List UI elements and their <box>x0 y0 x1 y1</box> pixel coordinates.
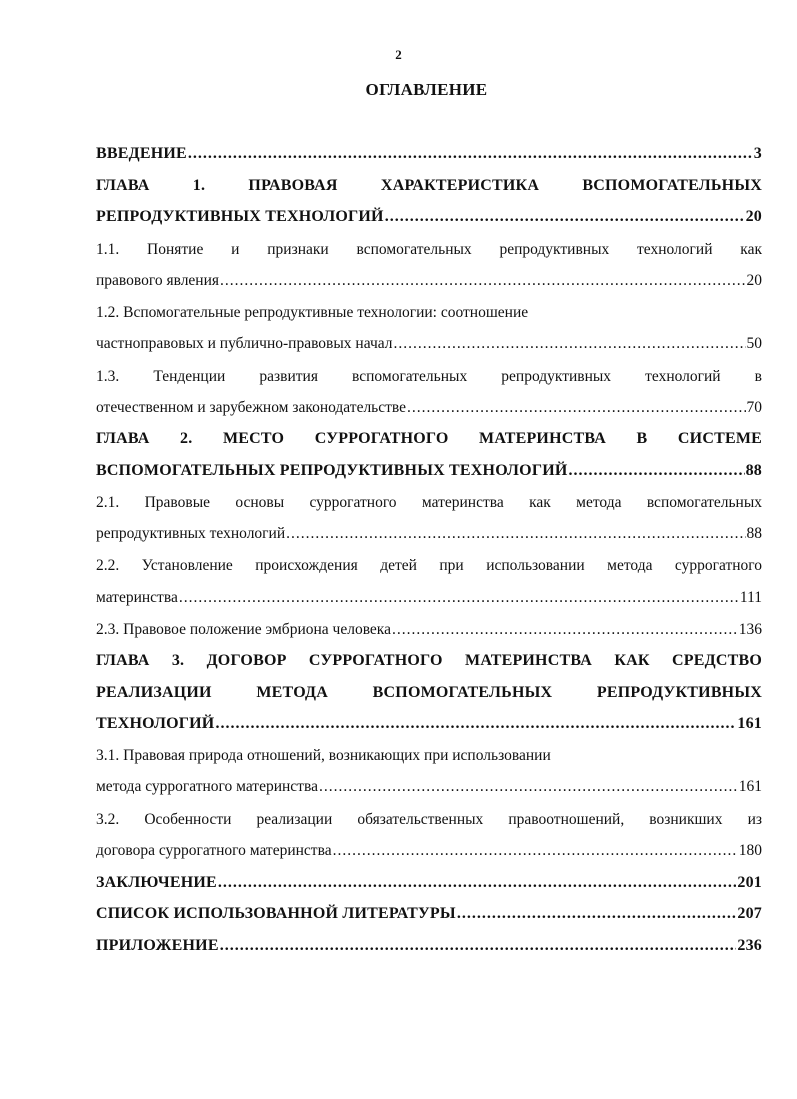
leader-dots <box>215 713 736 735</box>
toc-chapter-3-heading-line1: ГЛАВА 3. ДОГОВОР СУРРОГАТНОГО МАТЕРИНСТВА КАК СРЕДСТВО <box>96 652 762 669</box>
toc-section-1-2-line1: 1.2. Вспомогательные репродуктивные технологии: соотношение <box>96 304 529 321</box>
toc-entry-title: репродуктивных технологий <box>96 525 286 542</box>
toc-page-number: 180 <box>738 842 762 859</box>
toc-page-number: 20 <box>745 208 762 225</box>
toc-entry-section-2-2 <box>96 587 762 609</box>
toc-entry-section-1-3 <box>96 397 762 419</box>
leader-dots <box>286 523 745 545</box>
toc-section-3-1-line1: 3.1. Правовая природа отношений, возникающих при использовании <box>96 747 551 764</box>
toc-entry-conclusion <box>96 872 762 894</box>
toc-page-number: 161 <box>737 715 762 732</box>
toc-entry-title: 2.3. Правовое положение эмбриона человека <box>96 621 391 638</box>
toc-section-1-3-line1: 1.3. Тенденции развития вспомогательных репродуктивных технологий в <box>96 368 762 385</box>
page-number: 2 <box>395 47 402 62</box>
toc-page-number: 88 <box>745 462 762 479</box>
toc-page-number: 70 <box>746 399 762 416</box>
leader-dots <box>392 619 738 641</box>
toc-chapter-3-heading-line2: РЕАЛИЗАЦИИ МЕТОДА ВСПОМОГАТЕЛЬНЫХ РЕПРОДУКТИВНЫХ <box>96 684 762 701</box>
toc-entry-section-2-1 <box>96 523 762 545</box>
toc-page-number: 88 <box>746 525 762 542</box>
leader-dots <box>407 397 745 419</box>
toc-page-number: 111 <box>739 589 762 606</box>
leader-dots <box>218 872 736 894</box>
toc-page-number: 20 <box>746 272 762 289</box>
page-title: ОГЛАВЛЕНИЕ <box>365 80 488 99</box>
toc-page-number: 136 <box>738 621 762 638</box>
toc-entry-title: ПРИЛОЖЕНИЕ <box>96 937 219 954</box>
toc-entry-title: частноправовых и публично-правовых начал <box>96 335 393 352</box>
toc-section-3-2-line1: 3.2. Особенности реализации обязательственных правоотношений, возникших из <box>96 811 762 828</box>
toc-section-1-1-line1: 1.1. Понятие и признаки вспомогательных репродуктивных технологий как <box>96 241 762 258</box>
leader-dots <box>220 270 745 292</box>
toc-entry-references <box>96 903 762 925</box>
toc-entry-section-3-1 <box>96 776 762 798</box>
toc-page-number: 161 <box>738 778 762 795</box>
toc-chapter-1-heading: ГЛАВА 1. ПРАВОВАЯ ХАРАКТЕРИСТИКА ВСПОМОГАТЕЛЬНЫХ <box>96 177 762 194</box>
toc-page-number: 236 <box>737 937 762 954</box>
toc-entry-title: договора суррогатного материнства <box>96 842 332 859</box>
toc-entry-title: РЕПРОДУКТИВНЫХ ТЕХНОЛОГИЙ <box>96 208 384 225</box>
toc-entry-title: СПИСОК ИСПОЛЬЗОВАННОЙ ЛИТЕРАТУРЫ <box>96 905 456 922</box>
toc-section-2-2-line1: 2.2. Установление происхождения детей при использовании метода суррогатного <box>96 557 762 574</box>
toc-page-number: 201 <box>737 874 762 891</box>
toc-entry-chapter-1 <box>96 206 762 228</box>
toc-entry-appendix <box>96 935 762 957</box>
toc-entry-title: ТЕХНОЛОГИЙ <box>96 715 215 732</box>
toc-entry-title: правового явления <box>96 272 220 289</box>
toc-entry-title: метода суррогатного материнства <box>96 778 318 795</box>
toc-section-2-1-line1: 2.1. Правовые основы суррогатного материнства как метода вспомогательных <box>96 494 762 511</box>
toc-entry-title: отечественном и зарубежном законодательстве <box>96 399 407 416</box>
toc-entry-section-1-1 <box>96 270 762 292</box>
leader-dots <box>220 935 737 957</box>
toc-page-number: 207 <box>737 905 762 922</box>
toc-entry-intro <box>96 143 762 165</box>
leader-dots <box>385 206 745 228</box>
leader-dots <box>319 776 738 798</box>
toc-entry-section-2-3 <box>96 619 762 641</box>
leader-dots <box>333 840 738 862</box>
toc-page-number: 3 <box>753 145 762 162</box>
leader-dots <box>179 587 739 609</box>
leader-dots <box>188 143 753 165</box>
toc-entry-section-1-2 <box>96 333 762 355</box>
toc-entry-title: ВСПОМОГАТЕЛЬНЫХ РЕПРОДУКТИВНЫХ ТЕХНОЛОГИЙ <box>96 462 568 479</box>
toc-chapter-2-heading: ГЛАВА 2. МЕСТО СУРРОГАТНОГО МАТЕРИНСТВА В СИСТЕМЕ <box>96 430 762 447</box>
toc-entry-chapter-2 <box>96 460 762 482</box>
toc-page-number: 50 <box>746 335 762 352</box>
toc-entry-title: ВВЕДЕНИЕ <box>96 145 187 162</box>
toc-entry-chapter-3 <box>96 713 762 735</box>
leader-dots <box>569 460 745 482</box>
toc-entry-title: материнства <box>96 589 178 606</box>
toc-entry-title: ЗАКЛЮЧЕНИЕ <box>96 874 217 891</box>
leader-dots <box>457 903 737 925</box>
toc-entry-section-3-2 <box>96 840 762 862</box>
leader-dots <box>394 333 746 355</box>
